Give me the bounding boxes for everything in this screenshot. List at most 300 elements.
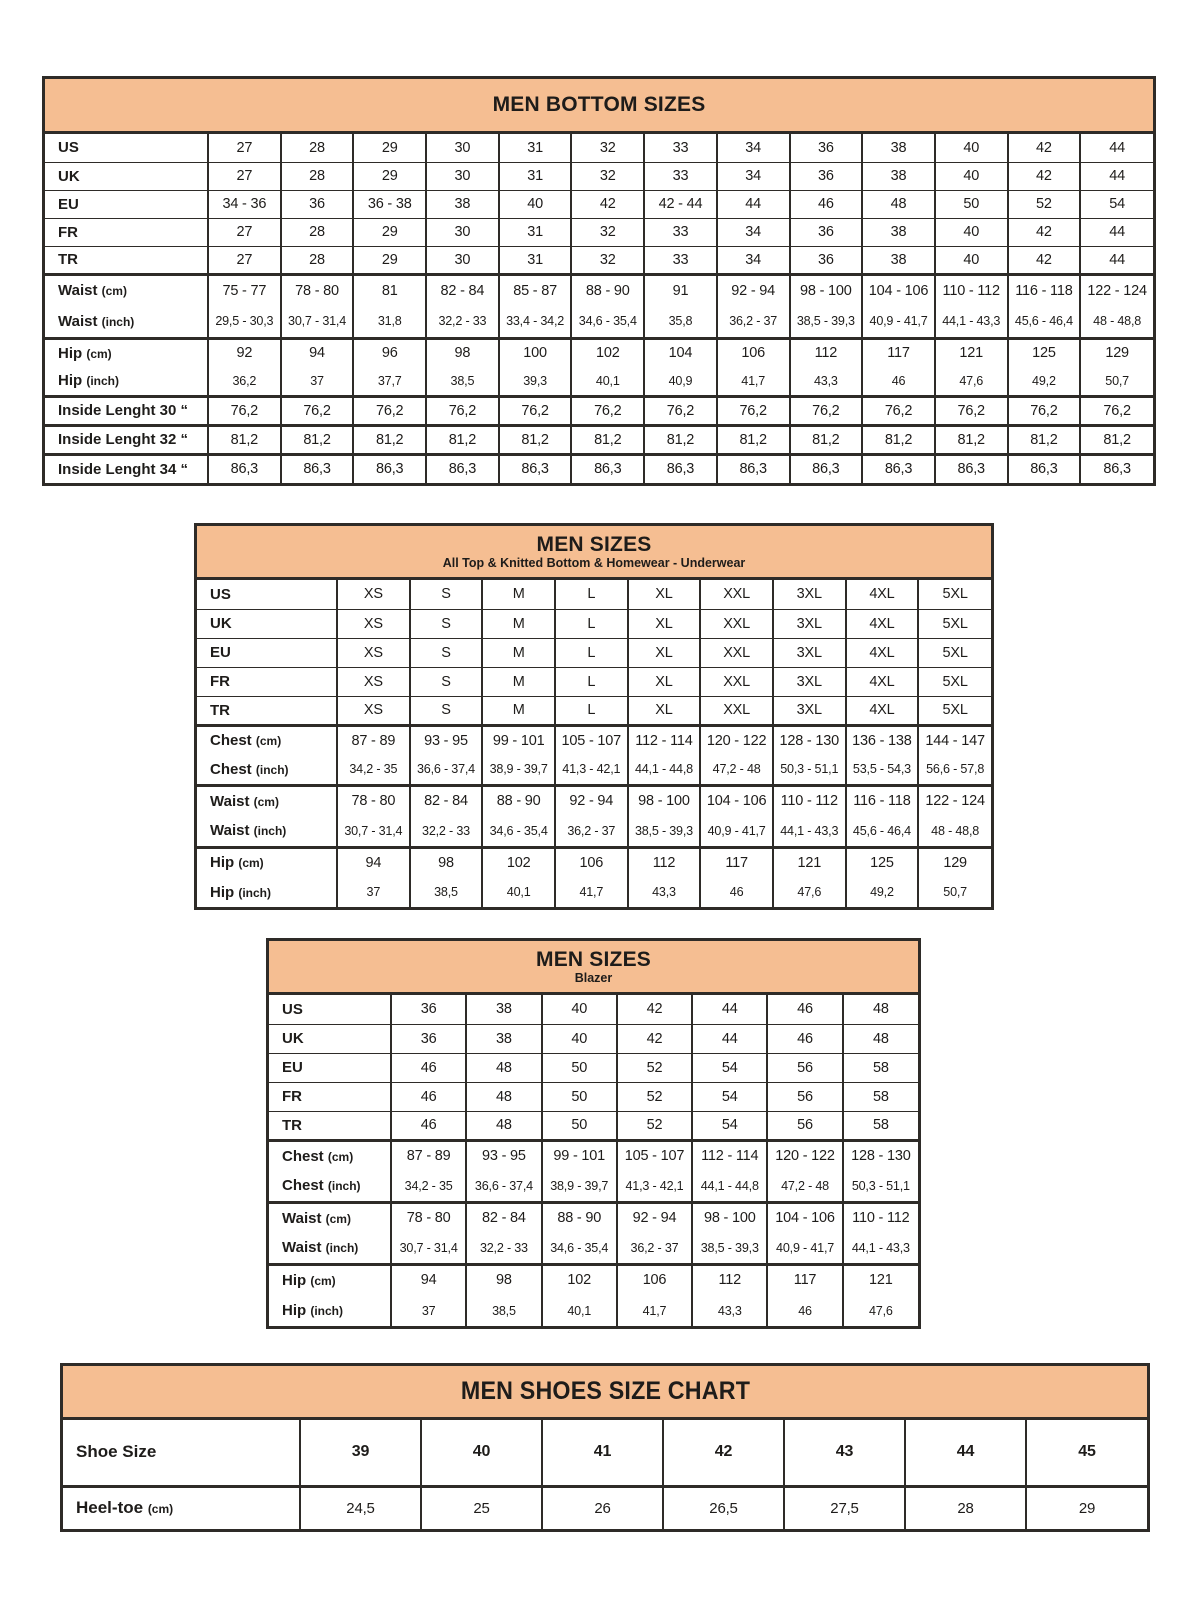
value-cell: 36 [391, 995, 466, 1024]
value-cell: XXL [700, 638, 773, 667]
value-cell: 81,2 [644, 425, 717, 454]
value-cell: 33 [644, 134, 717, 162]
value-cell: 76,2 [426, 396, 499, 425]
row-label-text: Hip [210, 883, 235, 901]
value-cell: 106 [717, 338, 790, 367]
value-cell: 43 [784, 1420, 905, 1486]
value-cell: 46 [391, 1053, 466, 1082]
men-sizes-blazer-table [266, 938, 921, 1329]
value-cell: 92 - 94 [617, 1202, 692, 1233]
value-cell: 112 [628, 847, 701, 877]
size-grid [197, 580, 991, 907]
value-cell: 43,3 [692, 1295, 767, 1326]
row-label [197, 667, 337, 696]
value-cell: 30 [426, 162, 499, 190]
value-cell: 41,7 [555, 877, 628, 907]
value-cell: S [410, 580, 483, 609]
value-cell: 50 [542, 1053, 617, 1082]
value-cell: 5XL [918, 667, 991, 696]
value-cell: 33 [644, 246, 717, 274]
row-label [197, 725, 337, 755]
value-cell: 4XL [846, 580, 919, 609]
value-cell: 81,2 [353, 425, 426, 454]
value-cell: 49,2 [1008, 367, 1081, 396]
value-cell: 41,3 - 42,1 [555, 755, 628, 785]
value-cell: 105 - 107 [555, 725, 628, 755]
value-cell: 81,2 [1008, 425, 1081, 454]
value-cell: 104 - 106 [767, 1202, 842, 1233]
value-cell: M [482, 667, 555, 696]
value-cell: 39,3 [499, 367, 572, 396]
value-cell: 31,8 [353, 306, 426, 338]
row-label-unit: (inch) [86, 374, 120, 389]
value-cell: 41,7 [717, 367, 790, 396]
value-cell: 33 [644, 162, 717, 190]
value-cell: 47,6 [935, 367, 1008, 396]
value-cell: 30 [426, 246, 499, 274]
value-cell: 34 [717, 134, 790, 162]
size-table-title: MEN SHOES SIZE CHART [460, 1376, 750, 1405]
value-cell: 86,3 [1008, 454, 1081, 483]
value-cell: XXL [700, 609, 773, 638]
row-label [45, 367, 208, 396]
value-cell: 54 [1080, 190, 1153, 218]
value-cell: 33 [644, 218, 717, 246]
row-label-unit: (inch) [238, 885, 272, 900]
value-cell: 31 [499, 246, 572, 274]
value-cell: 94 [337, 847, 410, 877]
value-cell: 76,2 [790, 396, 863, 425]
value-cell: 48 [466, 1053, 541, 1082]
value-cell: 99 - 101 [542, 1140, 617, 1171]
value-cell: 27 [208, 162, 281, 190]
row-label-text: EU [210, 644, 231, 661]
table-row [45, 367, 1153, 396]
value-cell: 45 [1026, 1420, 1147, 1486]
value-cell: 40 [935, 218, 1008, 246]
value-cell: 27,5 [784, 1486, 905, 1529]
value-cell: 44 [1080, 134, 1153, 162]
value-cell: 4XL [846, 696, 919, 725]
value-cell: 34,2 - 35 [337, 755, 410, 785]
value-cell: 36 [790, 162, 863, 190]
size-table-title: MEN SIZES [536, 947, 651, 971]
row-label-unit: (cm) [253, 794, 279, 809]
men-sizes-tops-table [194, 523, 994, 910]
size-table-title: MEN BOTTOM SIZES [492, 93, 706, 117]
value-cell: 32 [571, 218, 644, 246]
value-cell: 45,6 - 46,4 [846, 816, 919, 847]
value-cell: 98 [426, 338, 499, 367]
value-cell: 40 [542, 995, 617, 1024]
value-cell: 78 - 80 [337, 785, 410, 816]
value-cell: 41 [542, 1420, 663, 1486]
value-cell: 46 [862, 367, 935, 396]
value-cell: 86,3 [1080, 454, 1153, 483]
row-label-unit: (inch) [310, 1304, 344, 1318]
row-label [197, 847, 337, 877]
row-label-text: FR [210, 673, 230, 690]
value-cell: 56,6 - 57,8 [918, 755, 991, 785]
table-row [197, 638, 991, 667]
row-label-unit: (cm) [86, 346, 112, 361]
row-label [269, 1202, 391, 1233]
table-row [269, 1024, 918, 1053]
value-cell: 91 [644, 274, 717, 306]
row-label [45, 162, 208, 190]
value-cell: 40,9 - 41,7 [767, 1233, 842, 1264]
value-cell: 34,6 - 35,4 [482, 816, 555, 847]
row-label [269, 995, 391, 1024]
value-cell: XS [337, 667, 410, 696]
table-row [269, 995, 918, 1024]
value-cell: 40 [542, 1024, 617, 1053]
row-label-unit: (cm) [255, 734, 282, 749]
value-cell: 40 [935, 162, 1008, 190]
value-cell: 47,2 - 48 [767, 1171, 842, 1202]
value-cell: 76,2 [571, 396, 644, 425]
row-label-text: Chest [282, 1147, 324, 1165]
value-cell: 46 [767, 995, 842, 1024]
row-label [197, 755, 337, 785]
value-cell: 87 - 89 [391, 1140, 466, 1171]
value-cell: 105 - 107 [617, 1140, 692, 1171]
row-label [269, 1082, 391, 1111]
row-label-text: TR [282, 1116, 302, 1134]
value-cell: S [410, 667, 483, 696]
value-cell: 121 [935, 338, 1008, 367]
value-cell: 86,3 [499, 454, 572, 483]
value-cell: 30 [426, 218, 499, 246]
table-row [45, 274, 1153, 306]
row-label-text: FR [282, 1088, 302, 1105]
value-cell: 144 - 147 [918, 725, 991, 755]
value-cell: 50,3 - 51,1 [773, 755, 846, 785]
value-cell: 81,2 [935, 425, 1008, 454]
value-cell: 41,7 [617, 1295, 692, 1326]
value-cell: 29 [1026, 1486, 1147, 1529]
value-cell: 81,2 [790, 425, 863, 454]
value-cell: 54 [692, 1082, 767, 1111]
value-cell: 5XL [918, 580, 991, 609]
row-label [269, 1171, 391, 1202]
value-cell: 44 [905, 1420, 1026, 1486]
value-cell: 50,7 [1080, 367, 1153, 396]
row-label-unit: (cm) [327, 1149, 354, 1164]
value-cell: 34 [717, 162, 790, 190]
table-row [269, 1295, 918, 1326]
value-cell: 98 [410, 847, 483, 877]
value-cell: 85 - 87 [499, 274, 572, 306]
value-cell: 32 [571, 162, 644, 190]
value-cell: 104 [644, 338, 717, 367]
value-cell: 29 [353, 218, 426, 246]
value-cell: 30,7 - 31,4 [391, 1233, 466, 1264]
row-label [63, 1420, 300, 1486]
value-cell: 42 [1008, 218, 1081, 246]
row-label [45, 190, 208, 218]
row-label-unit: (cm) [147, 1502, 174, 1517]
row-label-unit: (inch) [255, 762, 289, 777]
value-cell: 86,3 [353, 454, 426, 483]
value-cell: 52 [617, 1111, 692, 1140]
value-cell: 29,5 - 30,3 [208, 306, 281, 338]
value-cell: 81,2 [1080, 425, 1153, 454]
value-cell: 52 [1008, 190, 1081, 218]
value-cell: 99 - 101 [482, 725, 555, 755]
value-cell: XXL [700, 580, 773, 609]
value-cell: 35,8 [644, 306, 717, 338]
value-cell: 37 [337, 877, 410, 907]
value-cell: 46 [700, 877, 773, 907]
value-cell: 110 - 112 [843, 1202, 918, 1233]
value-cell: 50,3 - 51,1 [843, 1171, 918, 1202]
value-cell: XL [628, 696, 701, 725]
value-cell: 125 [846, 847, 919, 877]
row-label-text: Hip [282, 1302, 307, 1319]
value-cell: 48 [843, 995, 918, 1024]
value-cell: 3XL [773, 609, 846, 638]
row-label [45, 454, 208, 483]
value-cell: XL [628, 580, 701, 609]
value-cell: 50,7 [918, 877, 991, 907]
size-table-subtitle: All Top & Knitted Bottom & Homewear - Underwear [442, 555, 746, 570]
value-cell: 36 [790, 246, 863, 274]
value-cell: 88 - 90 [482, 785, 555, 816]
value-cell: 27 [208, 246, 281, 274]
table-row [269, 1111, 918, 1140]
row-label-text: US [282, 1000, 303, 1018]
table-row [197, 877, 991, 907]
value-cell: 34,6 - 35,4 [542, 1233, 617, 1264]
value-cell: 128 - 130 [843, 1140, 918, 1171]
value-cell: 44,1 - 44,8 [692, 1171, 767, 1202]
value-cell: 86,3 [208, 454, 281, 483]
row-label [45, 338, 208, 367]
value-cell: 48 [843, 1024, 918, 1053]
value-cell: 44 [717, 190, 790, 218]
value-cell: 102 [542, 1264, 617, 1295]
table-row [45, 306, 1153, 338]
table-row [45, 190, 1153, 218]
value-cell: 33,4 - 34,2 [499, 306, 572, 338]
value-cell: XL [628, 609, 701, 638]
value-cell: 76,2 [353, 396, 426, 425]
row-label-unit: (inch) [327, 1179, 361, 1194]
men-shoes-size-chart-table [60, 1363, 1150, 1532]
value-cell: 78 - 80 [391, 1202, 466, 1233]
row-label-text: UK [58, 167, 80, 185]
table-row [269, 1233, 918, 1264]
value-cell: 58 [843, 1082, 918, 1111]
table-row [197, 847, 991, 877]
table-row [45, 338, 1153, 367]
value-cell: 48 [466, 1082, 541, 1111]
size-grid [269, 995, 918, 1326]
value-cell: 47,6 [843, 1295, 918, 1326]
value-cell: 110 - 112 [773, 785, 846, 816]
value-cell: XL [628, 638, 701, 667]
value-cell: 3XL [773, 638, 846, 667]
value-cell: 44,1 - 43,3 [843, 1233, 918, 1264]
row-label [45, 246, 208, 274]
value-cell: 129 [1080, 338, 1153, 367]
value-cell: 46 [767, 1024, 842, 1053]
value-cell: 40,9 - 41,7 [862, 306, 935, 338]
row-label-text: Chest [282, 1177, 324, 1195]
size-table-header [269, 941, 918, 995]
value-cell: 49,2 [846, 877, 919, 907]
value-cell: 42 - 44 [644, 190, 717, 218]
value-cell: 43,3 [790, 367, 863, 396]
value-cell: 26 [542, 1486, 663, 1529]
value-cell: 41,3 - 42,1 [617, 1171, 692, 1202]
value-cell: 76,2 [717, 396, 790, 425]
value-cell: 38,5 [426, 367, 499, 396]
value-cell: 30,7 - 31,4 [281, 306, 354, 338]
size-table-header [197, 526, 991, 580]
value-cell: 32,2 - 33 [466, 1233, 541, 1264]
row-label [45, 396, 208, 425]
value-cell: 121 [843, 1264, 918, 1295]
table-row [269, 1171, 918, 1202]
table-row [45, 218, 1153, 246]
value-cell: 48 [862, 190, 935, 218]
row-label-text: Chest [210, 732, 252, 750]
value-cell: 76,2 [1080, 396, 1153, 425]
value-cell: 44,1 - 43,3 [935, 306, 1008, 338]
value-cell: 116 - 118 [1008, 274, 1081, 306]
value-cell: 36 [281, 190, 354, 218]
value-cell: 81,2 [208, 425, 281, 454]
size-grid [45, 134, 1153, 483]
value-cell: 88 - 90 [571, 274, 644, 306]
value-cell: 112 - 114 [692, 1140, 767, 1171]
value-cell: 40,9 - 41,7 [700, 816, 773, 847]
value-cell: 38 [466, 1024, 541, 1053]
value-cell: 88 - 90 [542, 1202, 617, 1233]
row-label [269, 1264, 391, 1295]
value-cell: 86,3 [862, 454, 935, 483]
value-cell: 76,2 [281, 396, 354, 425]
table-row [269, 1202, 918, 1233]
row-label-text: UK [210, 615, 232, 632]
value-cell: 120 - 122 [700, 725, 773, 755]
row-label-text: US [58, 139, 79, 157]
row-label [269, 1053, 391, 1082]
value-cell: 53,5 - 54,3 [846, 755, 919, 785]
value-cell: XS [337, 580, 410, 609]
row-label [45, 134, 208, 162]
value-cell: 81 [353, 274, 426, 306]
value-cell: 81,2 [426, 425, 499, 454]
table-row [269, 1140, 918, 1171]
value-cell: 112 [692, 1264, 767, 1295]
value-cell: 47,6 [773, 877, 846, 907]
value-cell: 76,2 [208, 396, 281, 425]
value-cell: 86,3 [790, 454, 863, 483]
value-cell: 25 [421, 1486, 542, 1529]
table-row [197, 755, 991, 785]
value-cell: 40 [499, 190, 572, 218]
value-cell: 56 [767, 1082, 842, 1111]
row-label-text: Inside Lenght 32 “ [58, 431, 189, 448]
row-label-text: Waist [58, 312, 98, 330]
value-cell: 36 [790, 218, 863, 246]
value-cell: 96 [353, 338, 426, 367]
row-label-text: TR [210, 701, 230, 719]
table-row [45, 425, 1153, 454]
value-cell: 3XL [773, 667, 846, 696]
row-label-text: Shoe Size [76, 1442, 157, 1462]
value-cell: 50 [542, 1082, 617, 1111]
size-table-header [63, 1366, 1147, 1420]
value-cell: 86,3 [644, 454, 717, 483]
value-cell: 98 [466, 1264, 541, 1295]
row-label [197, 638, 337, 667]
table-row [45, 162, 1153, 190]
table-row [269, 1053, 918, 1082]
value-cell: 112 [790, 338, 863, 367]
value-cell: 50 [935, 190, 1008, 218]
value-cell: 38,5 [410, 877, 483, 907]
value-cell: 82 - 84 [466, 1202, 541, 1233]
table-row [45, 134, 1153, 162]
value-cell: 46 [391, 1111, 466, 1140]
row-label-text: EU [282, 1059, 303, 1076]
row-label-text: Hip [210, 854, 235, 872]
value-cell: 44 [692, 995, 767, 1024]
value-cell: 28 [281, 218, 354, 246]
row-label-unit: (cm) [310, 1273, 336, 1288]
row-label-text: US [210, 585, 231, 603]
row-label [45, 425, 208, 454]
row-label-unit: (cm) [101, 284, 127, 299]
value-cell: 36,2 - 37 [555, 816, 628, 847]
value-cell: XS [337, 696, 410, 725]
value-cell: 92 - 94 [555, 785, 628, 816]
value-cell: 32 [571, 134, 644, 162]
table-row [63, 1420, 1147, 1486]
row-label-text: Hip [58, 344, 83, 362]
value-cell: 47,2 - 48 [700, 755, 773, 785]
value-cell: 76,2 [935, 396, 1008, 425]
value-cell: 122 - 124 [918, 785, 991, 816]
value-cell: 36 [391, 1024, 466, 1053]
value-cell: XL [628, 667, 701, 696]
men-bottom-sizes-table [42, 76, 1156, 486]
row-label [197, 816, 337, 847]
row-label [45, 306, 208, 338]
value-cell: 56 [767, 1111, 842, 1140]
value-cell: 38 [862, 218, 935, 246]
value-cell: M [482, 696, 555, 725]
value-cell: 42 [617, 1024, 692, 1053]
value-cell: 40,1 [571, 367, 644, 396]
value-cell: 98 - 100 [628, 785, 701, 816]
value-cell: M [482, 580, 555, 609]
value-cell: 27 [208, 218, 281, 246]
value-cell: 78 - 80 [281, 274, 354, 306]
value-cell: 29 [353, 162, 426, 190]
value-cell: 24,5 [300, 1486, 421, 1529]
value-cell: 94 [281, 338, 354, 367]
row-label-text: Waist [210, 792, 250, 810]
value-cell: 34,6 - 35,4 [571, 306, 644, 338]
value-cell: 54 [692, 1111, 767, 1140]
value-cell: 28 [281, 162, 354, 190]
row-label [197, 609, 337, 638]
